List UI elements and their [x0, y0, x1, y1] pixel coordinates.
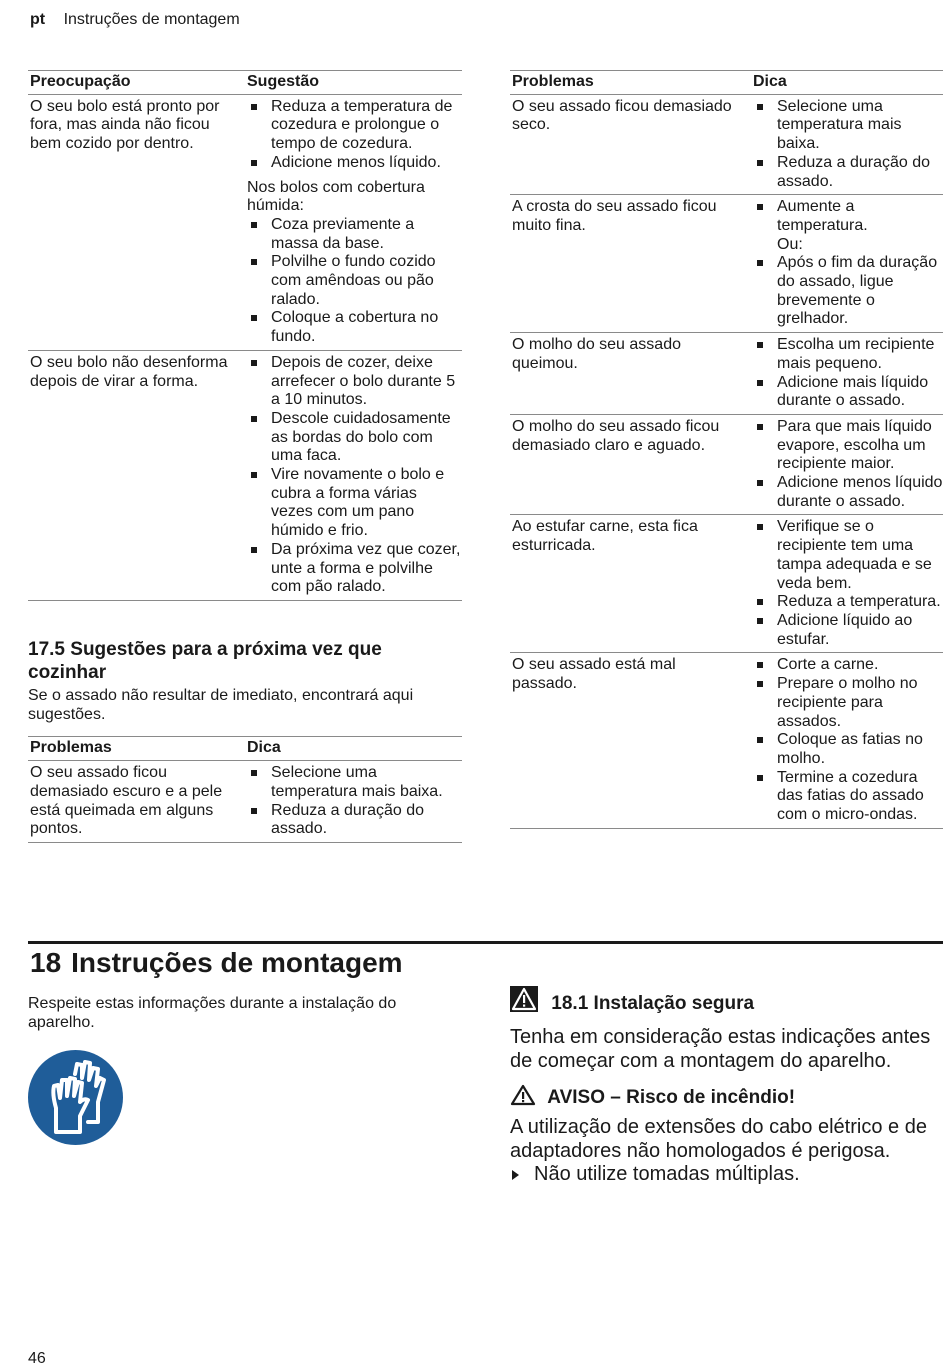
issue-cell: A crosta do seu assado ficou muito fina.	[510, 195, 751, 333]
section-title: Sugestões para a próxima vez que cozinhar	[28, 638, 382, 683]
list-item: Reduza a duração do assado.	[753, 154, 943, 191]
right-column	[510, 70, 943, 829]
list-item: Reduza a duração do assado.	[247, 802, 462, 839]
table-row	[510, 515, 943, 653]
table-row	[510, 195, 943, 333]
column-header: Preocupação	[28, 71, 245, 95]
list-item: Adicione mais líquido durante o assado.	[753, 374, 943, 411]
section-heading	[28, 638, 462, 684]
list-item: Descole cuidadosamente as bordas do bolo com uma faca.	[247, 410, 462, 466]
left-column	[28, 70, 462, 843]
list-item: Coloque as fatias no molho.	[753, 731, 943, 768]
header-title: Instruções de montagem	[63, 11, 240, 28]
issue-cell: O seu assado está mal passado.	[510, 653, 751, 828]
issue-cell: O seu bolo está pronto por fora, mas ainda não ficou bem cozido por dentro.	[28, 94, 245, 350]
section-17-5	[28, 638, 462, 724]
column-header: Dica	[751, 71, 943, 95]
table-row	[510, 653, 943, 828]
list-item: Selecione uma temperatura mais baixa.	[753, 98, 943, 154]
or-text: Ou:	[777, 235, 803, 253]
list-item: Prepare o molho no recipiente para assados.	[753, 675, 943, 731]
list-item: Vire novamente o bolo e cubra a forma várias vezes com um pano húmido e frio.	[247, 466, 462, 541]
suggestion-cell	[751, 195, 943, 333]
column-header: Sugestão	[245, 71, 462, 95]
table-row	[510, 333, 943, 415]
list-item: Corte a carne.	[753, 656, 943, 675]
list-item: Termine a cozedura das fatias do assado com o micro-ondas.	[753, 769, 943, 825]
table-row	[28, 94, 462, 350]
issue-cell: Ao estufar carne, esta fica esturricada.	[510, 515, 751, 653]
column-header: Problemas	[28, 737, 245, 761]
table-row	[28, 350, 462, 600]
column-header: Dica	[245, 737, 462, 761]
gloves-icon	[28, 1050, 123, 1145]
list-item: Da próxima vez que cozer, unte a forma e polvilhe com pão ralado.	[247, 541, 462, 597]
table-row	[28, 761, 462, 843]
suggestion-cell	[751, 94, 943, 195]
note-text: Nos bolos com cobertura húmida:	[247, 178, 425, 215]
list-item: Escolha um recipiente mais pequeno.	[753, 336, 943, 373]
suggestion-cell	[751, 653, 943, 828]
list-item: Adicione menos líquido durante o assado.	[753, 474, 943, 511]
chapter-divider	[28, 941, 943, 944]
list-item: Adicione menos líquido.	[247, 154, 462, 173]
warning-icon	[510, 1084, 536, 1112]
warning-box-icon	[510, 986, 538, 1018]
suggestion-cell	[245, 350, 462, 600]
section-18-1	[510, 986, 943, 1187]
list-item: Reduza a temperatura.	[753, 593, 943, 612]
suggestion-cell	[245, 761, 462, 843]
list-item: Selecione uma temperatura mais baixa.	[247, 764, 462, 801]
action-text: Não utilize tomadas múltiplas.	[534, 1163, 800, 1185]
list-item: Após o fim da duração do assado, ligue brevemente o grelhador.	[753, 254, 943, 329]
list-item: Para que mais líquido evapore, escolha um recipiente maior.	[753, 418, 943, 474]
arrow-right-icon	[512, 1170, 519, 1180]
list-item: Verifique se o recipiente tem uma tampa adequada e se veda bem.	[753, 518, 943, 593]
section-heading	[510, 986, 943, 1018]
list-item: Coza previamente a massa da base.	[247, 216, 462, 253]
suggestion-cell	[245, 94, 462, 350]
chapter-heading	[30, 947, 403, 979]
roast-tips-table	[510, 70, 943, 829]
suggestion-cell	[751, 414, 943, 515]
table-row	[510, 414, 943, 515]
column-header: Problemas	[510, 71, 751, 95]
warning-text: A utilização de extensões do cabo elétrico e de adaptadores não homologados é perigosa.	[510, 1116, 927, 1162]
issue-cell: O seu assado ficou demasiado escuro e a pele está queimada em alguns pontos.	[28, 761, 245, 843]
issue-cell: O seu assado ficou demasiado seco.	[510, 94, 751, 195]
roast-troubleshooting-table	[28, 736, 462, 843]
cake-troubleshooting-table	[28, 70, 462, 601]
section-number: 18.1	[551, 993, 589, 1014]
section-title: Instalação segura	[593, 993, 755, 1014]
chapter-number: 18	[30, 947, 62, 978]
suggestion-cell	[751, 515, 943, 653]
warning-title: AVISO – Risco de incêndio!	[547, 1087, 796, 1108]
section-intro: Tenha em consideração estas indicações antes de começar com a montagem do aparelho.	[510, 1026, 931, 1072]
issue-cell: O molho do seu assado queimou.	[510, 333, 751, 415]
action-item	[510, 1163, 943, 1187]
page-header	[30, 11, 240, 29]
issue-cell: O molho do seu assado ficou demasiado claro e aguado.	[510, 414, 751, 515]
list-item: Aumente a temperatura.	[753, 198, 943, 235]
warning-heading	[510, 1084, 943, 1112]
chapter-intro: Respeite estas informações durante a instalação do aparelho.	[28, 995, 397, 1031]
chapter-title: Instruções de montagem	[71, 947, 403, 978]
list-item: Coloque a cobertura no fundo.	[247, 309, 462, 346]
list-item: Polvilhe o fundo cozido com amêndoas ou pão ralado.	[247, 253, 462, 309]
section-number: 17.5	[28, 638, 65, 660]
issue-cell: O seu bolo não desenforma depois de virar a forma.	[28, 350, 245, 600]
section-intro: Se o assado não resultar de imediato, encontrará aqui sugestões.	[28, 686, 414, 723]
list-item: Adicione líquido ao estufar.	[753, 612, 943, 649]
list-item: Reduza a temperatura de cozedura e prolongue o tempo de cozedura.	[247, 98, 462, 154]
language-code: pt	[30, 11, 46, 28]
list-item: Depois de cozer, deixe arrefecer o bolo durante 5 a 10 minutos.	[247, 354, 462, 410]
table-row	[510, 94, 943, 195]
page-number: 46	[28, 1350, 46, 1367]
suggestion-cell	[751, 333, 943, 415]
